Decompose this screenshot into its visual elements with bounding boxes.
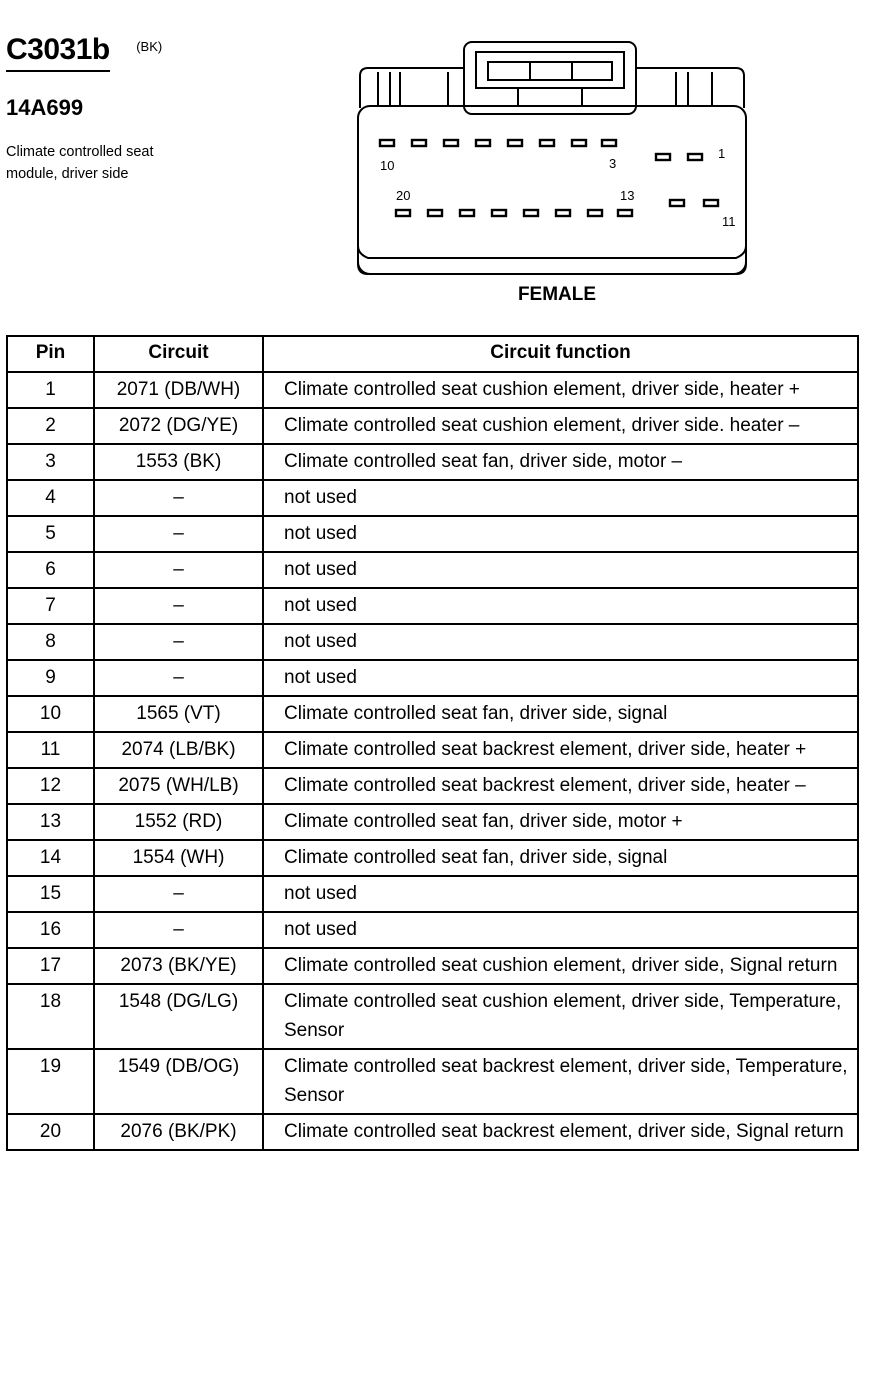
- part-number: 14A699: [6, 95, 84, 120]
- circuit-cell: 1565 (VT): [94, 696, 263, 732]
- header-circuit-function: Circuit function: [263, 336, 858, 372]
- circuit-function-cell: not used: [263, 480, 858, 516]
- table-row: [7, 480, 858, 516]
- pin-label-20: 20: [396, 188, 411, 203]
- table-row: [7, 696, 858, 732]
- circuit-cell: 2072 (DG/YE): [94, 408, 263, 444]
- circuit-cell: –: [94, 876, 263, 912]
- circuit-function-cell: not used: [263, 624, 858, 660]
- table-row: [7, 624, 858, 660]
- pin-cell: 7: [7, 588, 94, 624]
- circuit-function-cell: Climate controlled seat fan, driver side, signal: [263, 696, 858, 732]
- circuit-cell: –: [94, 516, 263, 552]
- header-circuit: Circuit: [94, 336, 263, 372]
- pin-cell: 16: [7, 912, 94, 948]
- connector-face-svg: [352, 36, 752, 312]
- circuit-cell: 1554 (WH): [94, 840, 263, 876]
- pin-cell: 4: [7, 480, 94, 516]
- connector-description: Climate controlled seat module, driver side: [6, 144, 154, 182]
- table-row: [7, 948, 858, 984]
- connector-id: C3031b: [6, 34, 110, 72]
- circuit-function-cell: Climate controlled seat fan, driver side, motor +: [263, 804, 858, 840]
- circuit-cell: –: [94, 588, 263, 624]
- pin-cell: 18: [7, 984, 94, 1049]
- table-row: [7, 1049, 858, 1114]
- circuit-function-cell: Climate controlled seat cushion element, driver side. heater –: [263, 408, 858, 444]
- connector-face-diagram: [352, 36, 752, 312]
- connector-color-code: (BK): [136, 39, 163, 54]
- table-row: [7, 876, 858, 912]
- pin-label-11: 11: [722, 214, 736, 229]
- circuit-function-cell: not used: [263, 660, 858, 696]
- table-row: [7, 840, 858, 876]
- circuit-function-cell: Climate controlled seat backrest element, driver side, Temperature, Sensor: [263, 1049, 858, 1114]
- circuit-cell: –: [94, 480, 263, 516]
- header-pin: Pin: [7, 336, 94, 372]
- table-header-row: [7, 336, 858, 372]
- table-row: [7, 372, 858, 408]
- circuit-cell: 2071 (DB/WH): [94, 372, 263, 408]
- circuit-function-cell: not used: [263, 552, 858, 588]
- circuit-cell: –: [94, 624, 263, 660]
- table-row: [7, 408, 858, 444]
- pinout-table-body: [7, 372, 858, 1150]
- circuit-function-cell: Climate controlled seat backrest element, driver side, heater –: [263, 768, 858, 804]
- table-row: [7, 588, 858, 624]
- table-row: [7, 660, 858, 696]
- circuit-function-cell: not used: [263, 588, 858, 624]
- circuit-function-cell: not used: [263, 912, 858, 948]
- circuit-cell: 1552 (RD): [94, 804, 263, 840]
- latch-outer: [476, 52, 624, 88]
- table-row: [7, 444, 858, 480]
- circuit-function-cell: Climate controlled seat backrest element, driver side, heater +: [263, 732, 858, 768]
- gender-label: FEMALE: [517, 284, 597, 305]
- table-row: [7, 804, 858, 840]
- circuit-cell: 1549 (DB/OG): [94, 1049, 263, 1114]
- pin-label-13: 13: [620, 188, 635, 203]
- table-row: [7, 768, 858, 804]
- pin-cell: 5: [7, 516, 94, 552]
- pin-cell: 11: [7, 732, 94, 768]
- circuit-cell: –: [94, 660, 263, 696]
- pin-cell: 14: [7, 840, 94, 876]
- circuit-cell: 1548 (DG/LG): [94, 984, 263, 1049]
- table-row: [7, 1114, 858, 1150]
- circuit-function-cell: Climate controlled seat cushion element, driver side, Signal return: [263, 948, 858, 984]
- pin-label-1: 1: [718, 146, 726, 161]
- table-row: [7, 732, 858, 768]
- pin-cell: 9: [7, 660, 94, 696]
- pin-cell: 2: [7, 408, 94, 444]
- connector-header: [6, 34, 306, 185]
- pin-cell: 1: [7, 372, 94, 408]
- pin-cell: 13: [7, 804, 94, 840]
- circuit-function-cell: Climate controlled seat backrest element, driver side, Signal return: [263, 1114, 858, 1150]
- latch-base: [518, 88, 582, 106]
- pin-cell: 8: [7, 624, 94, 660]
- circuit-cell: –: [94, 912, 263, 948]
- table-row: [7, 552, 858, 588]
- pin-cavities: [380, 140, 718, 216]
- circuit-cell: 2074 (LB/BK): [94, 732, 263, 768]
- table-row: [7, 984, 858, 1049]
- latch-inner: [488, 62, 612, 80]
- pin-label-10: 10: [380, 158, 395, 173]
- pin-cell: 3: [7, 444, 94, 480]
- circuit-cell: 2075 (WH/LB): [94, 768, 263, 804]
- circuit-function-cell: not used: [263, 876, 858, 912]
- circuit-cell: –: [94, 552, 263, 588]
- circuit-function-cell: Climate controlled seat fan, driver side, motor –: [263, 444, 858, 480]
- pin-cell: 20: [7, 1114, 94, 1150]
- connector-body: [358, 106, 746, 274]
- circuit-cell: 2073 (BK/YE): [94, 948, 263, 984]
- pin-cell: 12: [7, 768, 94, 804]
- pin-cell: 15: [7, 876, 94, 912]
- table-row: [7, 516, 858, 552]
- pin-cell: 6: [7, 552, 94, 588]
- table-row: [7, 912, 858, 948]
- pin-label-3: 3: [609, 156, 617, 171]
- circuit-function-cell: Climate controlled seat fan, driver side, signal: [263, 840, 858, 876]
- pin-cell: 10: [7, 696, 94, 732]
- circuit-function-cell: not used: [263, 516, 858, 552]
- circuit-function-cell: Climate controlled seat cushion element, driver side, Temperature, Sensor: [263, 984, 858, 1049]
- connector-body-base: [358, 246, 746, 274]
- circuit-cell: 1553 (BK): [94, 444, 263, 480]
- pinout-table: [6, 335, 859, 1151]
- circuit-cell: 2076 (BK/PK): [94, 1114, 263, 1150]
- pin-cell: 19: [7, 1049, 94, 1114]
- circuit-function-cell: Climate controlled seat cushion element, driver side, heater +: [263, 372, 858, 408]
- pin-cell: 17: [7, 948, 94, 984]
